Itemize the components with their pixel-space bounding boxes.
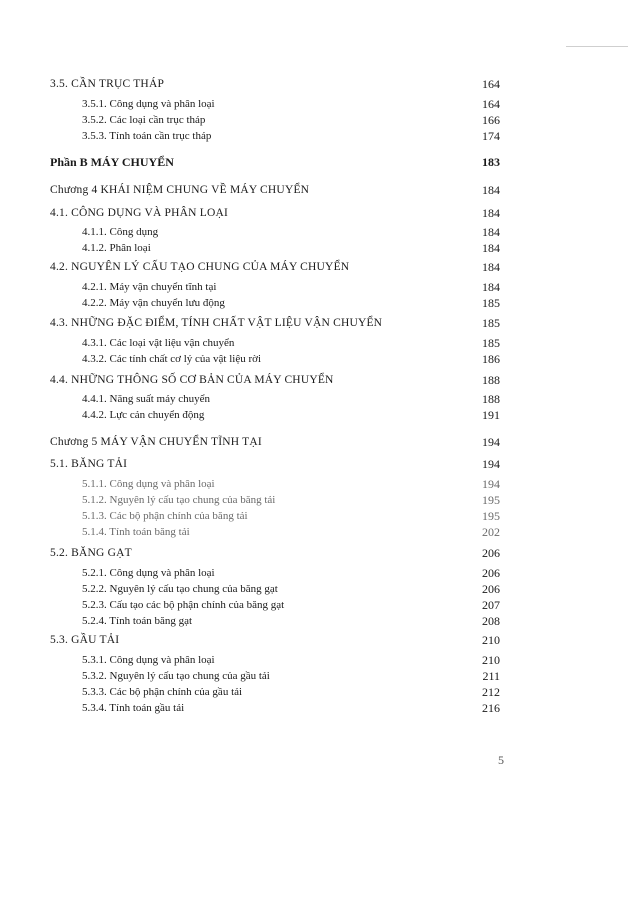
toc-entry-page: 195 [482, 493, 500, 507]
toc-entry-page: 202 [482, 525, 500, 539]
toc-part-b [0, 154, 638, 170]
toc-entry-page: 188 [482, 392, 500, 406]
toc-entry-4-3-1 [0, 335, 638, 351]
toc-entry-page: 206 [482, 546, 500, 560]
toc-entry-title: 5.2.3. Cấu tạo các bộ phận chính của băng gạt [82, 599, 285, 611]
toc-entry-title: 5.1.1. Công dụng và phân loại [82, 478, 215, 490]
toc-entry-page: 184 [482, 206, 500, 220]
toc-entry-4-1-2 [0, 240, 638, 256]
toc-entry-3-5 [0, 76, 638, 92]
toc-entry-4-3-2 [0, 351, 638, 367]
toc-entry-title: 4.4. NHỮNG THÔNG SỐ CƠ BẢN CỦA MÁY CHUYỂN [50, 374, 334, 386]
toc-entry-title: 3.5. CẦN TRỤC THÁP [50, 78, 165, 90]
toc-entry-page: 206 [482, 582, 500, 596]
toc-entry-title: 4.2.1. Máy vận chuyển tĩnh tại [82, 281, 217, 293]
toc-entry-5-3-1 [0, 652, 638, 668]
toc-entry-title: 5.3.3. Các bộ phận chính của gầu tải [82, 686, 243, 698]
toc-entry-3-5-1 [0, 96, 638, 112]
toc-entry-page: 184 [482, 260, 500, 274]
toc-entry-5-2 [0, 545, 638, 561]
toc-entry-page: 185 [482, 296, 500, 310]
toc-entry-title: 5.2.1. Công dụng và phân loại [82, 567, 215, 579]
toc-entry-page: 185 [482, 336, 500, 350]
toc-entry-5-2-4 [0, 613, 638, 629]
toc-entry-4-4-2 [0, 407, 638, 423]
toc-entry-4-2-1 [0, 279, 638, 295]
toc-chapter-title: Chương 5 MÁY VẬN CHUYỂN TĨNH TẠI [50, 436, 262, 448]
toc-entry-5-2-2 [0, 581, 638, 597]
toc-entry-5-1-4 [0, 524, 638, 540]
toc-entry-title: 4.2. NGUYÊN LÝ CẤU TẠO CHUNG CỦA MÁY CHUYỂN [50, 261, 350, 273]
toc-entry-4-2-2 [0, 295, 638, 311]
toc-entry-page: 184 [482, 225, 500, 239]
toc-entry-4-4-1 [0, 391, 638, 407]
toc-entry-page: 216 [482, 701, 500, 715]
toc-entry-title: 4.4.1. Năng suất máy chuyển [82, 393, 210, 405]
toc-entry-page: 164 [482, 77, 500, 91]
toc-entry-5-3 [0, 632, 638, 648]
toc-entry-page: 174 [482, 129, 500, 143]
toc-entry-3-5-2 [0, 112, 638, 128]
toc-entry-title: 5.1.2. Nguyên lý cấu tạo chung của băng tải [82, 494, 276, 506]
toc-entry-title: 5.2.4. Tính toán băng gạt [82, 615, 193, 627]
toc-entry-5-3-3 [0, 684, 638, 700]
toc-entry-title: 5.1. BĂNG TẢI [50, 458, 128, 470]
toc-entry-title: 4.1.2. Phân loại [82, 242, 151, 254]
toc-entry-page: 210 [482, 653, 500, 667]
toc-entry-title: 4.1.1. Công dụng [82, 226, 159, 238]
toc-entry-title: 4.2.2. Máy vận chuyển lưu động [82, 297, 225, 309]
toc-entry-4-3 [0, 315, 638, 331]
toc-entry-4-1 [0, 205, 638, 221]
toc-entry-3-5-3 [0, 128, 638, 144]
toc-entry-page: 184 [482, 183, 500, 197]
toc-entry-page: 184 [482, 280, 500, 294]
toc-entry-page: 210 [482, 633, 500, 647]
toc-entry-5-2-1 [0, 565, 638, 581]
toc-entry-title: 5.3. GẦU TẢI [50, 634, 120, 646]
toc-entry-title: 5.3.4. Tính toán gầu tải [82, 702, 185, 714]
toc-entry-page: 166 [482, 113, 500, 127]
toc-entry-title: 5.2.2. Nguyên lý cấu tạo chung của băng gạt [82, 583, 278, 595]
toc-entry-title: 4.4.2. Lực cản chuyển động [82, 409, 205, 421]
toc-entry-title: 5.3.1. Công dụng và phân loại [82, 654, 215, 666]
toc-entry-4-2 [0, 259, 638, 275]
toc-entry-title: 3.5.2. Các loại cần trục tháp [82, 114, 206, 126]
toc-entry-title: 4.1. CÔNG DỤNG VÀ PHÂN LOẠI [50, 207, 229, 219]
toc-entry-5-3-4 [0, 700, 638, 716]
toc-chapter-title: Chương 4 KHÁI NIỆM CHUNG VỀ MÁY CHUYỂN [50, 184, 310, 196]
toc-part-title: Phần B MÁY CHUYỂN [50, 155, 174, 169]
toc-entry-5-2-3 [0, 597, 638, 613]
toc-entry-title: 4.3. NHỮNG ĐẶC ĐIỂM, TÍNH CHẤT VẬT LIỆU VẬN CHUYỂN [50, 317, 383, 329]
toc-entry-page: 194 [482, 457, 500, 471]
toc-entry-title: 4.3.2. Các tính chất cơ lý của vật liệu rời [82, 353, 262, 365]
toc-entry-5-3-2 [0, 668, 638, 684]
toc-chapter-4 [0, 182, 638, 198]
toc-entry-page: 185 [482, 316, 500, 330]
toc-entry-page: 211 [482, 669, 500, 683]
toc-entry-title: 5.1.4. Tính toán băng tải [82, 526, 190, 538]
toc-entry-page: 212 [482, 685, 500, 699]
toc-entry-5-1-2 [0, 492, 638, 508]
toc-entry-page: 183 [482, 155, 500, 169]
toc-entry-title: 3.5.3. Tính toán cần trục tháp [82, 130, 212, 142]
toc-entry-5-1 [0, 456, 638, 472]
toc-entry-page: 195 [482, 509, 500, 523]
toc-entry-title: 5.3.2. Nguyên lý cấu tạo chung của gầu tải [82, 670, 270, 682]
toc-entry-page: 184 [482, 241, 500, 255]
toc-entry-page: 186 [482, 352, 500, 366]
toc-entry-title: 5.1.3. Các bộ phận chính của băng tải [82, 510, 248, 522]
toc-entry-4-4 [0, 372, 638, 388]
toc-entry-4-1-1 [0, 224, 638, 240]
toc-entry-title: 4.3.1. Các loại vật liệu vận chuyển [82, 337, 235, 349]
toc-entry-page: 206 [482, 566, 500, 580]
toc-entry-page: 194 [482, 435, 500, 449]
toc-entry-title: 5.2. BĂNG GẠT [50, 547, 132, 559]
toc-entry-5-1-3 [0, 508, 638, 524]
toc-entry-page: 188 [482, 373, 500, 387]
toc-entry-5-1-1 [0, 476, 638, 492]
toc-entry-title: 3.5.1. Công dụng và phân loại [82, 98, 215, 110]
toc-entry-page: 191 [482, 408, 500, 422]
page-number: 5 [498, 753, 504, 767]
toc-entry-page: 207 [482, 598, 500, 612]
toc-chapter-5 [0, 434, 638, 450]
toc-entry-page: 164 [482, 97, 500, 111]
toc-entry-page: 194 [482, 477, 500, 491]
toc-entry-page: 208 [482, 614, 500, 628]
